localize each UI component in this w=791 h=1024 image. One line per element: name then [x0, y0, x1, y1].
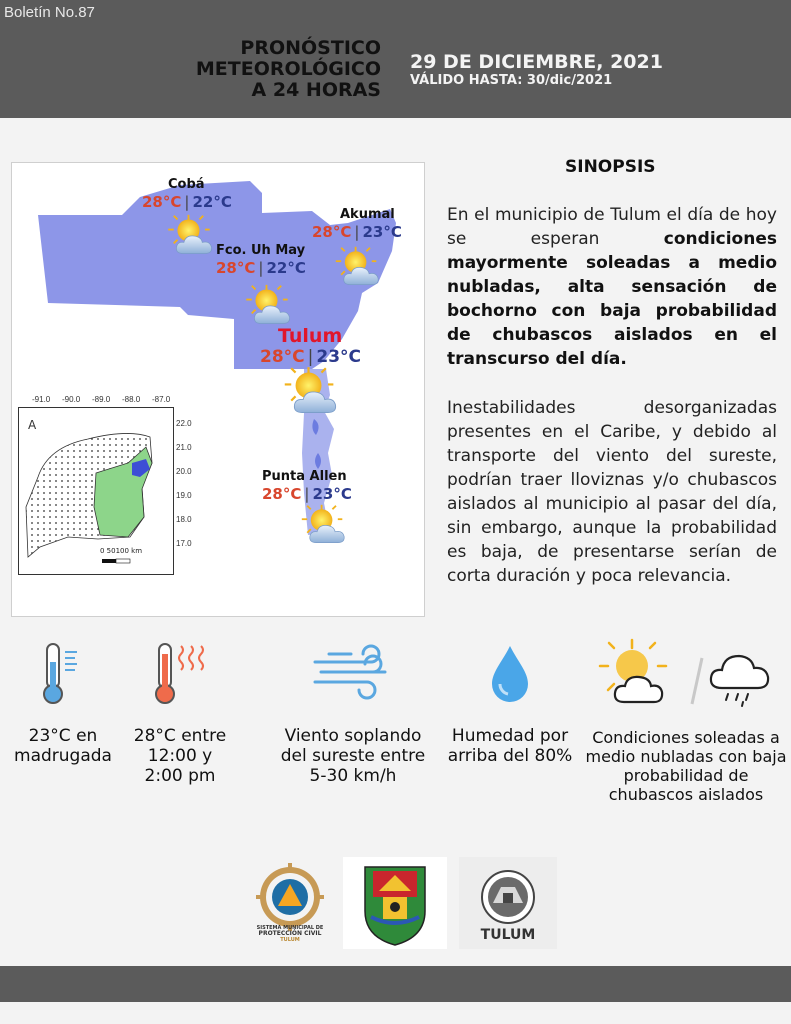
- lat-label: 22.0: [176, 419, 192, 428]
- temp-separator: |: [354, 223, 360, 241]
- lon-label: -89.0: [92, 395, 111, 404]
- town-akumal: [312, 207, 402, 241]
- indicator-text: 23°C en madrugada: [14, 726, 112, 766]
- header-bar: [0, 0, 791, 118]
- title-line-3: A 24 HORAS: [251, 79, 381, 101]
- north-arrow-icon: A: [28, 418, 37, 432]
- bulletin-date: 29 DE DICIEMBRE, 2021: [410, 51, 663, 73]
- temp-min: 23°C: [316, 347, 362, 367]
- logo-line: SISTEMA MUNICIPAL DE: [256, 925, 324, 931]
- lat-label: 18.0: [176, 515, 192, 524]
- indicator-max-temp: [128, 640, 232, 786]
- forecast-map: [11, 162, 425, 617]
- municipal-shield-logo: [343, 857, 447, 949]
- temp-max: 28°C: [312, 223, 352, 241]
- town-coba: [142, 177, 232, 211]
- thermometer-hot-icon: [145, 640, 215, 706]
- lon-label: -88.0: [122, 395, 141, 404]
- sun-cloud-rain-icon: [596, 634, 776, 708]
- temp-min: 22°C: [266, 259, 306, 277]
- temp-max: 28°C: [262, 485, 302, 503]
- temp-max: 28°C: [216, 259, 256, 277]
- town-punta-allen: [262, 469, 352, 503]
- synopsis-title: SINOPSIS: [565, 157, 656, 177]
- valid-until: VÁLIDO HASTA: 30/dic/2021: [410, 73, 613, 88]
- humidity-drop-icon: [480, 640, 540, 706]
- lon-label: -90.0: [62, 395, 81, 404]
- lon-label: -91.0: [32, 395, 51, 404]
- temp-min: 23°C: [312, 485, 352, 503]
- indicator-text: Viento soplando del sureste entre 5-30 km/h: [280, 726, 426, 786]
- indicator-humidity: [440, 640, 580, 766]
- bulletin-number: Boletín No.87: [4, 4, 95, 21]
- temp-max: 28°C: [260, 347, 305, 367]
- indicator-text: Humedad por arriba del 80%: [447, 726, 573, 766]
- lat-label: 20.0: [176, 467, 192, 476]
- tulum-logo-text: TULUM: [480, 927, 536, 943]
- town-tulum: [260, 325, 361, 367]
- thermometer-cold-icon: [33, 640, 93, 706]
- synopsis-intro: En el municipio de Tulum el día de hoy se esperan: [447, 205, 777, 249]
- tulum-municipality-logo: [459, 857, 557, 949]
- title-line-2: METEOROLÓGICO: [195, 58, 381, 80]
- lat-label: 19.0: [176, 491, 192, 500]
- lat-label: 17.0: [176, 539, 192, 548]
- temp-separator: |: [304, 485, 310, 503]
- proteccion-civil-caption: [247, 925, 333, 943]
- footer-bar: [0, 966, 791, 1002]
- latitude-labels: [176, 419, 192, 563]
- longitude-labels: [32, 395, 202, 404]
- logo-line: TULUM: [280, 937, 300, 943]
- town-name: Punta Allen: [262, 469, 347, 484]
- town-name: Fco. Uh May: [216, 243, 306, 258]
- synopsis-paragraph-2: Inestabilidades desorganizadas presentes en el Caribe, y debido al transporte del viento del sureste, podrían traer lloviznas y/o chubascos aislados al municipio al pasar del día, sin embargo, aunque la probabilidad es baja, de presentarse serían de corta duración y poca relevancia.: [447, 398, 777, 586]
- location-inset-map: [18, 395, 204, 575]
- scale-bar-label: 0 50100 km: [100, 547, 143, 555]
- synopsis-highlight: condiciones mayormente soleadas a medio nubladas, alta sensación de bochorno con baja probabilidad de chubascos aislados en el transcurso del día.: [447, 229, 777, 369]
- yucatan-peninsula-shape: [18, 407, 174, 575]
- synopsis-paragraph-1: [447, 203, 777, 371]
- town-name: Tulum: [278, 325, 343, 347]
- temp-min: 22°C: [192, 193, 232, 211]
- temp-separator: |: [184, 193, 190, 211]
- title-line-1: PRONÓSTICO: [240, 37, 381, 59]
- forecast-title: [151, 38, 381, 101]
- town-name: Akumal: [340, 207, 395, 222]
- indicator-min-temp: [6, 640, 120, 766]
- temp-min: 23°C: [362, 223, 402, 241]
- logo-line: PROTECCIÓN CIVIL: [258, 930, 322, 937]
- indicator-conditions: [584, 634, 788, 804]
- town-name: Cobá: [168, 177, 205, 192]
- temp-separator: |: [307, 347, 314, 367]
- lat-label: 21.0: [176, 443, 192, 452]
- temp-max: 28°C: [142, 193, 182, 211]
- town-fco-uh-may: [216, 243, 306, 277]
- coat-of-arms-icon: [343, 857, 447, 949]
- wind-icon: [311, 640, 395, 706]
- lon-label: -87.0: [152, 395, 171, 404]
- indicator-text: Condiciones soleadas a medio nubladas con baja probabilidad de chubascos aislados: [585, 728, 787, 804]
- temp-separator: |: [258, 259, 264, 277]
- indicator-wind: [270, 640, 436, 786]
- indicator-text: 28°C entre 12:00 y 2:00 pm: [133, 726, 227, 786]
- proteccion-civil-logo: [247, 857, 333, 949]
- institution-logos: [247, 857, 557, 949]
